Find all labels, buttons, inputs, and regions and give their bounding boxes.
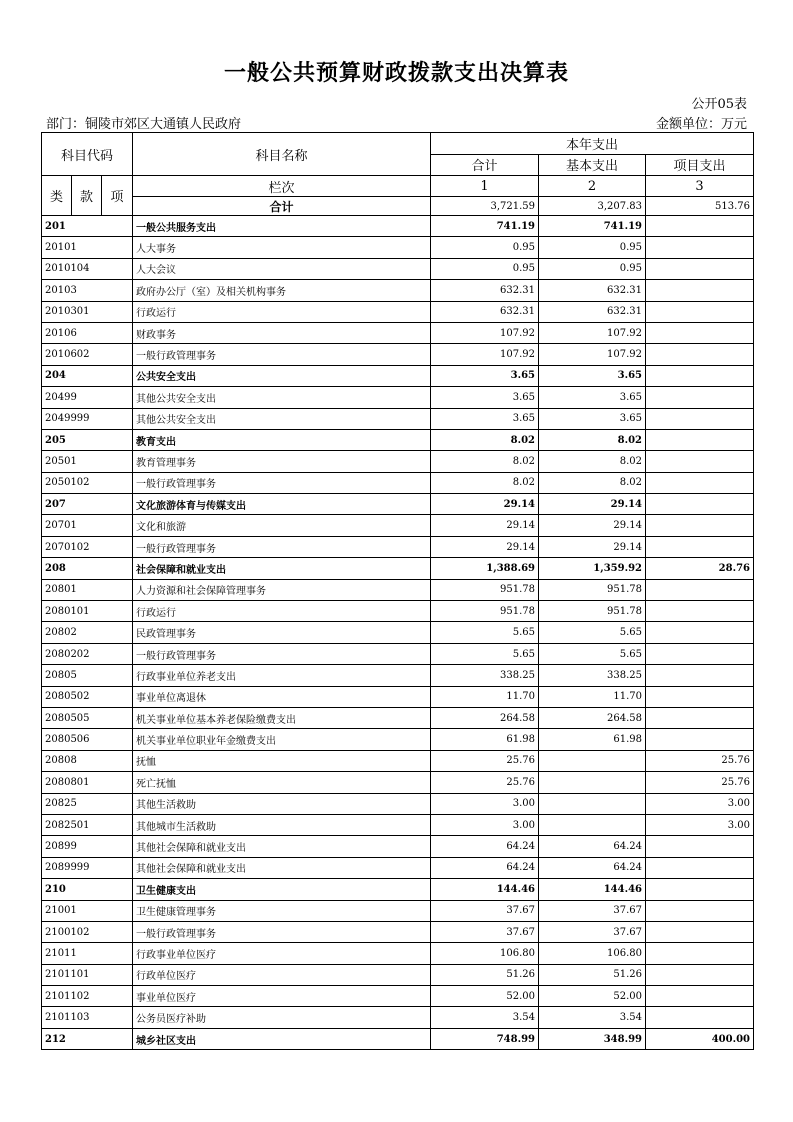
table-row bbox=[42, 344, 754, 365]
row-basic: 107.92 bbox=[539, 344, 646, 365]
table-row bbox=[42, 429, 754, 450]
row-code: 2010602 bbox=[42, 344, 133, 365]
table-row bbox=[42, 258, 754, 279]
row-basic: 264.58 bbox=[539, 707, 646, 728]
row-name: 文化旅游体育与传媒支出 bbox=[133, 494, 431, 515]
row-project: 25.76 bbox=[646, 750, 754, 771]
row-total: 37.67 bbox=[431, 921, 539, 942]
row-total: 106.80 bbox=[431, 943, 539, 964]
table-row bbox=[42, 472, 754, 493]
table-body bbox=[42, 216, 754, 1050]
table-row bbox=[42, 515, 754, 536]
page-title: 一般公共预算财政拨款支出决算表 bbox=[223, 61, 569, 86]
total-basic: 3,207.83 bbox=[539, 197, 646, 216]
row-name: 其他公共安全支出 bbox=[133, 408, 431, 429]
row-name: 一般行政管理事务 bbox=[133, 921, 431, 942]
row-name: 公务员医疗补助 bbox=[133, 1007, 431, 1028]
row-project bbox=[646, 643, 754, 664]
row-code: 20701 bbox=[42, 515, 133, 536]
row-code: 20805 bbox=[42, 665, 133, 686]
row-total: 264.58 bbox=[431, 707, 539, 728]
row-code: 20899 bbox=[42, 836, 133, 857]
row-code: 2089999 bbox=[42, 857, 133, 878]
row-total: 1,388.69 bbox=[431, 558, 539, 579]
table-row bbox=[42, 793, 754, 814]
row-project bbox=[646, 729, 754, 750]
row-name: 事业单位离退休 bbox=[133, 686, 431, 707]
row-name: 教育管理事务 bbox=[133, 451, 431, 472]
row-project bbox=[646, 429, 754, 450]
row-name: 死亡抚恤 bbox=[133, 772, 431, 793]
row-project bbox=[646, 258, 754, 279]
row-code: 2010301 bbox=[42, 301, 133, 322]
row-total: 29.14 bbox=[431, 494, 539, 515]
row-basic: 5.65 bbox=[539, 622, 646, 643]
row-project bbox=[646, 686, 754, 707]
row-project: 25.76 bbox=[646, 772, 754, 793]
header-col2: 2 bbox=[539, 176, 646, 197]
table-row bbox=[42, 216, 754, 237]
row-project bbox=[646, 964, 754, 985]
row-basic: 5.65 bbox=[539, 643, 646, 664]
row-name: 城乡社区支出 bbox=[133, 1028, 431, 1049]
row-code: 20801 bbox=[42, 579, 133, 600]
row-project bbox=[646, 536, 754, 557]
table-row bbox=[42, 365, 754, 386]
table-row bbox=[42, 280, 754, 301]
row-code: 2080801 bbox=[42, 772, 133, 793]
row-basic: 64.24 bbox=[539, 857, 646, 878]
row-project bbox=[646, 494, 754, 515]
row-total: 3.65 bbox=[431, 387, 539, 408]
row-project bbox=[646, 836, 754, 857]
row-basic bbox=[539, 772, 646, 793]
row-name: 政府办公厅（室）及相关机构事务 bbox=[133, 280, 431, 301]
table-row bbox=[42, 408, 754, 429]
row-name: 一般行政管理事务 bbox=[133, 344, 431, 365]
row-name: 一般行政管理事务 bbox=[133, 536, 431, 557]
row-project bbox=[646, 879, 754, 900]
row-code: 2080202 bbox=[42, 643, 133, 664]
row-code: 2050102 bbox=[42, 472, 133, 493]
row-total: 8.02 bbox=[431, 472, 539, 493]
row-project bbox=[646, 237, 754, 258]
row-total: 3.65 bbox=[431, 408, 539, 429]
header-lei: 类 bbox=[42, 176, 72, 216]
row-project: 28.76 bbox=[646, 558, 754, 579]
row-project bbox=[646, 216, 754, 237]
row-project bbox=[646, 921, 754, 942]
row-project bbox=[646, 301, 754, 322]
row-code: 212 bbox=[42, 1028, 133, 1049]
row-basic: 144.46 bbox=[539, 879, 646, 900]
table-row bbox=[42, 451, 754, 472]
row-name: 社会保障和就业支出 bbox=[133, 558, 431, 579]
row-total: 25.76 bbox=[431, 772, 539, 793]
row-code: 2082501 bbox=[42, 814, 133, 835]
row-name: 行政运行 bbox=[133, 301, 431, 322]
row-total: 29.14 bbox=[431, 536, 539, 557]
row-project bbox=[646, 344, 754, 365]
row-basic: 8.02 bbox=[539, 451, 646, 472]
row-basic: 1,359.92 bbox=[539, 558, 646, 579]
row-project: 3.00 bbox=[646, 793, 754, 814]
row-code: 20825 bbox=[42, 793, 133, 814]
row-name: 其他城市生活救助 bbox=[133, 814, 431, 835]
row-project bbox=[646, 365, 754, 386]
row-basic: 951.78 bbox=[539, 579, 646, 600]
row-basic: 8.02 bbox=[539, 429, 646, 450]
row-name: 一般公共服务支出 bbox=[133, 216, 431, 237]
row-project bbox=[646, 472, 754, 493]
row-total: 951.78 bbox=[431, 601, 539, 622]
row-code: 20501 bbox=[42, 451, 133, 472]
row-code: 2049999 bbox=[42, 408, 133, 429]
row-code: 205 bbox=[42, 429, 133, 450]
row-project bbox=[646, 408, 754, 429]
row-total: 3.54 bbox=[431, 1007, 539, 1028]
table-row bbox=[42, 814, 754, 835]
row-total: 61.98 bbox=[431, 729, 539, 750]
row-code: 2080101 bbox=[42, 601, 133, 622]
row-total: 37.67 bbox=[431, 900, 539, 921]
row-code: 2101101 bbox=[42, 964, 133, 985]
row-project bbox=[646, 601, 754, 622]
table-row bbox=[42, 622, 754, 643]
row-basic: 348.99 bbox=[539, 1028, 646, 1049]
row-basic: 29.14 bbox=[539, 515, 646, 536]
row-total: 107.92 bbox=[431, 344, 539, 365]
row-name: 其他公共安全支出 bbox=[133, 387, 431, 408]
header-current-year: 本年支出 bbox=[431, 133, 754, 155]
header-col1: 1 bbox=[431, 176, 539, 197]
row-name: 教育支出 bbox=[133, 429, 431, 450]
row-basic: 3.54 bbox=[539, 1007, 646, 1028]
row-project bbox=[646, 986, 754, 1007]
row-basic: 29.14 bbox=[539, 536, 646, 557]
header-kuan: 款 bbox=[72, 176, 102, 216]
row-basic: 3.65 bbox=[539, 365, 646, 386]
row-basic: 3.65 bbox=[539, 387, 646, 408]
row-total: 64.24 bbox=[431, 836, 539, 857]
row-basic: 37.67 bbox=[539, 900, 646, 921]
row-code: 204 bbox=[42, 365, 133, 386]
row-basic: 0.95 bbox=[539, 237, 646, 258]
table-row bbox=[42, 643, 754, 664]
row-total: 52.00 bbox=[431, 986, 539, 1007]
row-code: 20499 bbox=[42, 387, 133, 408]
row-total: 748.99 bbox=[431, 1028, 539, 1049]
row-total: 3.65 bbox=[431, 365, 539, 386]
row-code: 208 bbox=[42, 558, 133, 579]
row-project bbox=[646, 943, 754, 964]
row-project bbox=[646, 322, 754, 343]
row-code: 21001 bbox=[42, 900, 133, 921]
row-code: 20103 bbox=[42, 280, 133, 301]
table-row bbox=[42, 729, 754, 750]
row-name: 公共安全支出 bbox=[133, 365, 431, 386]
row-code: 2101103 bbox=[42, 1007, 133, 1028]
table-row bbox=[42, 1007, 754, 1028]
row-total: 338.25 bbox=[431, 665, 539, 686]
row-total: 25.76 bbox=[431, 750, 539, 771]
row-basic: 8.02 bbox=[539, 472, 646, 493]
row-code: 2100102 bbox=[42, 921, 133, 942]
row-name: 机关事业单位基本养老保险缴费支出 bbox=[133, 707, 431, 728]
table-row bbox=[42, 986, 754, 1007]
table-row bbox=[42, 665, 754, 686]
row-basic bbox=[539, 814, 646, 835]
row-total: 29.14 bbox=[431, 515, 539, 536]
row-basic: 741.19 bbox=[539, 216, 646, 237]
row-project bbox=[646, 451, 754, 472]
row-basic: 951.78 bbox=[539, 601, 646, 622]
row-code: 2010104 bbox=[42, 258, 133, 279]
row-project bbox=[646, 387, 754, 408]
row-total: 632.31 bbox=[431, 280, 539, 301]
row-total: 3.00 bbox=[431, 814, 539, 835]
row-code: 201 bbox=[42, 216, 133, 237]
row-code: 20106 bbox=[42, 322, 133, 343]
table-row bbox=[42, 536, 754, 557]
row-basic: 37.67 bbox=[539, 921, 646, 942]
row-basic: 3.65 bbox=[539, 408, 646, 429]
header-project: 项目支出 bbox=[646, 154, 754, 176]
row-name: 机关事业单位职业年金缴费支出 bbox=[133, 729, 431, 750]
unit-label: 金额单位：万元 bbox=[655, 117, 747, 132]
row-project bbox=[646, 579, 754, 600]
row-basic bbox=[539, 750, 646, 771]
row-total: 11.70 bbox=[431, 686, 539, 707]
header-basic: 基本支出 bbox=[539, 154, 646, 176]
row-basic: 11.70 bbox=[539, 686, 646, 707]
row-basic: 61.98 bbox=[539, 729, 646, 750]
row-total: 8.02 bbox=[431, 429, 539, 450]
row-basic: 51.26 bbox=[539, 964, 646, 985]
row-project bbox=[646, 857, 754, 878]
row-code: 2080505 bbox=[42, 707, 133, 728]
row-project bbox=[646, 1007, 754, 1028]
row-total: 64.24 bbox=[431, 857, 539, 878]
row-code: 20101 bbox=[42, 237, 133, 258]
table-row bbox=[42, 387, 754, 408]
row-total: 5.65 bbox=[431, 643, 539, 664]
row-name: 民政管理事务 bbox=[133, 622, 431, 643]
table-row bbox=[42, 494, 754, 515]
row-code: 207 bbox=[42, 494, 133, 515]
total-project: 513.76 bbox=[646, 197, 754, 216]
header-total: 合计 bbox=[431, 154, 539, 176]
row-project bbox=[646, 900, 754, 921]
row-name: 其他社会保障和就业支出 bbox=[133, 857, 431, 878]
header-xiang: 项 bbox=[102, 176, 133, 216]
table-row bbox=[42, 964, 754, 985]
row-code: 20802 bbox=[42, 622, 133, 643]
row-basic: 64.24 bbox=[539, 836, 646, 857]
row-name: 行政运行 bbox=[133, 601, 431, 622]
row-name: 人大会议 bbox=[133, 258, 431, 279]
total-sum: 3,721.59 bbox=[431, 197, 539, 216]
row-basic: 107.92 bbox=[539, 322, 646, 343]
row-total: 0.95 bbox=[431, 258, 539, 279]
row-basic: 632.31 bbox=[539, 301, 646, 322]
row-basic: 338.25 bbox=[539, 665, 646, 686]
row-name: 行政事业单位养老支出 bbox=[133, 665, 431, 686]
row-basic: 29.14 bbox=[539, 494, 646, 515]
row-basic bbox=[539, 793, 646, 814]
row-total: 8.02 bbox=[431, 451, 539, 472]
row-code: 21011 bbox=[42, 943, 133, 964]
table-row bbox=[42, 857, 754, 878]
row-code: 2101102 bbox=[42, 986, 133, 1007]
form-number: 公开05表 bbox=[691, 97, 747, 112]
department-label: 部门：铜陵市郊区大通镇人民政府 bbox=[46, 117, 242, 132]
table-row bbox=[42, 921, 754, 942]
header-name: 科目名称 bbox=[133, 133, 431, 176]
row-code: 2070102 bbox=[42, 536, 133, 557]
row-project bbox=[646, 515, 754, 536]
table-row bbox=[42, 301, 754, 322]
row-code: 2080506 bbox=[42, 729, 133, 750]
row-basic: 52.00 bbox=[539, 986, 646, 1007]
row-name: 行政事业单位医疗 bbox=[133, 943, 431, 964]
row-total: 741.19 bbox=[431, 216, 539, 237]
row-name: 财政事务 bbox=[133, 322, 431, 343]
table-row bbox=[42, 836, 754, 857]
table-row bbox=[42, 900, 754, 921]
row-project bbox=[646, 665, 754, 686]
row-total: 51.26 bbox=[431, 964, 539, 985]
row-name: 其他生活救助 bbox=[133, 793, 431, 814]
row-name: 行政单位医疗 bbox=[133, 964, 431, 985]
header-col3: 3 bbox=[646, 176, 754, 197]
row-project: 400.00 bbox=[646, 1028, 754, 1049]
row-name: 卫生健康支出 bbox=[133, 879, 431, 900]
row-total: 3.00 bbox=[431, 793, 539, 814]
row-total: 632.31 bbox=[431, 301, 539, 322]
row-project bbox=[646, 280, 754, 301]
row-name: 抚恤 bbox=[133, 750, 431, 771]
table-row bbox=[42, 750, 754, 771]
total-label: 合计 bbox=[133, 197, 431, 216]
row-project bbox=[646, 707, 754, 728]
row-name: 卫生健康管理事务 bbox=[133, 900, 431, 921]
row-name: 文化和旅游 bbox=[133, 515, 431, 536]
table-row bbox=[42, 558, 754, 579]
row-total: 951.78 bbox=[431, 579, 539, 600]
row-name: 一般行政管理事务 bbox=[133, 472, 431, 493]
row-basic: 0.95 bbox=[539, 258, 646, 279]
row-name: 人大事务 bbox=[133, 237, 431, 258]
row-total: 5.65 bbox=[431, 622, 539, 643]
header-lanci: 栏次 bbox=[133, 176, 431, 197]
row-project bbox=[646, 622, 754, 643]
row-name: 事业单位医疗 bbox=[133, 986, 431, 1007]
row-code: 2080502 bbox=[42, 686, 133, 707]
row-name: 人力资源和社会保障管理事务 bbox=[133, 579, 431, 600]
row-basic: 106.80 bbox=[539, 943, 646, 964]
row-name: 其他社会保障和就业支出 bbox=[133, 836, 431, 857]
row-code: 210 bbox=[42, 879, 133, 900]
row-total: 107.92 bbox=[431, 322, 539, 343]
row-total: 144.46 bbox=[431, 879, 539, 900]
table-row bbox=[42, 579, 754, 600]
table-row bbox=[42, 879, 754, 900]
header-code: 科目代码 bbox=[42, 133, 133, 176]
table-row bbox=[42, 707, 754, 728]
total-row bbox=[42, 197, 754, 216]
row-name: 一般行政管理事务 bbox=[133, 643, 431, 664]
row-total: 0.95 bbox=[431, 237, 539, 258]
expenditure-table bbox=[41, 132, 754, 1050]
table-row bbox=[42, 237, 754, 258]
row-code: 20808 bbox=[42, 750, 133, 771]
table-row bbox=[42, 943, 754, 964]
table-row bbox=[42, 322, 754, 343]
table-row bbox=[42, 686, 754, 707]
table-row bbox=[42, 1028, 754, 1049]
table-row bbox=[42, 601, 754, 622]
row-basic: 632.31 bbox=[539, 280, 646, 301]
row-project: 3.00 bbox=[646, 814, 754, 835]
table-row bbox=[42, 772, 754, 793]
